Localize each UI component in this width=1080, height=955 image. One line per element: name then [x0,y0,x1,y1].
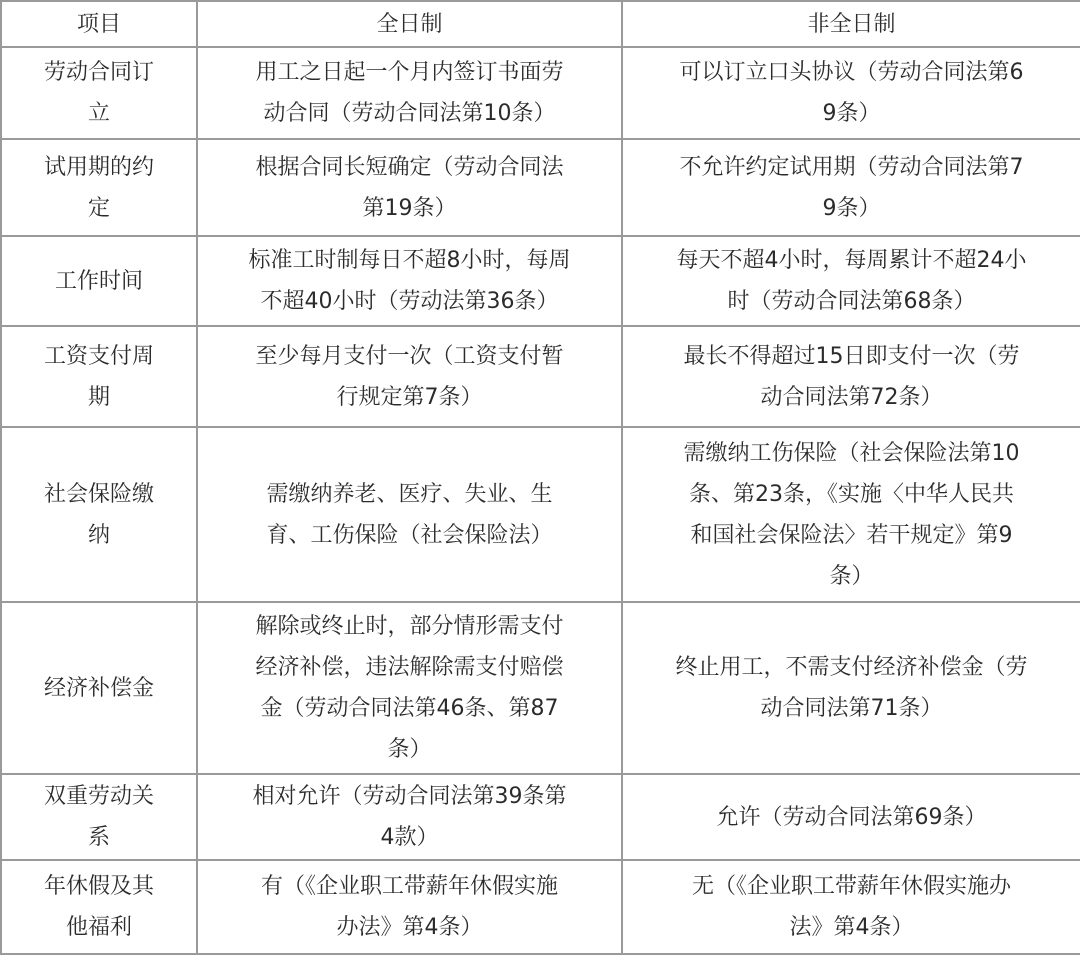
row-full-time: 相对允许（劳动合同法第39条第 4款） [197,774,622,860]
row-full-time: 解除或终止时，部分情形需支付 经济补偿，违法解除需支付赔偿 金（劳动合同法第46条、第87 条） [197,602,622,774]
row-full-time: 根据合同长短确定（劳动合同法 第19条） [197,139,622,236]
row-full-time: 用工之日起一个月内签订书面劳 动合同（劳动合同法第10条） [197,47,622,139]
table-row [1,326,1080,427]
row-full-time: 需缴纳养老、医疗、失业、生 育、工伤保险（社会保险法） [197,427,622,602]
row-full-time: 有（《企业职工带薪年休假实施 办法》第4条） [197,860,622,954]
header-item: 项目 [1,1,197,47]
row-part-time: 可以订立口头协议（劳动合同法第6 9条） [622,47,1080,139]
table-row [1,236,1080,326]
row-item: 年休假及其 他福利 [1,860,197,954]
table-row [1,602,1080,774]
row-part-time: 允许（劳动合同法第69条） [622,774,1080,860]
table-row [1,47,1080,139]
row-part-time: 终止用工，不需支付经济补偿金（劳 动合同法第71条） [622,602,1080,774]
row-item: 社会保险缴 纳 [1,427,197,602]
row-full-time: 标准工时制每日不超8小时，每周 不超40小时（劳动法第36条） [197,236,622,326]
row-part-time: 需缴纳工伤保险（社会保险法第10 条、第23条，《实施〈中华人民共 和国社会保险法〉若干规定》第9 条） [622,427,1080,602]
header-row [1,1,1080,47]
row-item: 劳动合同订 立 [1,47,197,139]
row-item: 工作时间 [1,236,197,326]
header-full-time: 全日制 [197,1,622,47]
table-row [1,860,1080,954]
table-row [1,774,1080,860]
row-part-time: 每天不超4小时，每周累计不超24小 时（劳动合同法第68条） [622,236,1080,326]
row-item: 双重劳动关 系 [1,774,197,860]
table-row [1,427,1080,602]
row-part-time: 无（《企业职工带薪年休假实施办 法》第4条） [622,860,1080,954]
row-part-time: 最长不得超过15日即支付一次（劳 动合同法第72条） [622,326,1080,427]
row-item: 试用期的约 定 [1,139,197,236]
header-part-time: 非全日制 [622,1,1080,47]
table-row [1,139,1080,236]
row-part-time: 不允许约定试用期（劳动合同法第7 9条） [622,139,1080,236]
row-item: 经济补偿金 [1,602,197,774]
row-item: 工资支付周 期 [1,326,197,427]
row-full-time: 至少每月支付一次（工资支付暂 行规定第7条） [197,326,622,427]
